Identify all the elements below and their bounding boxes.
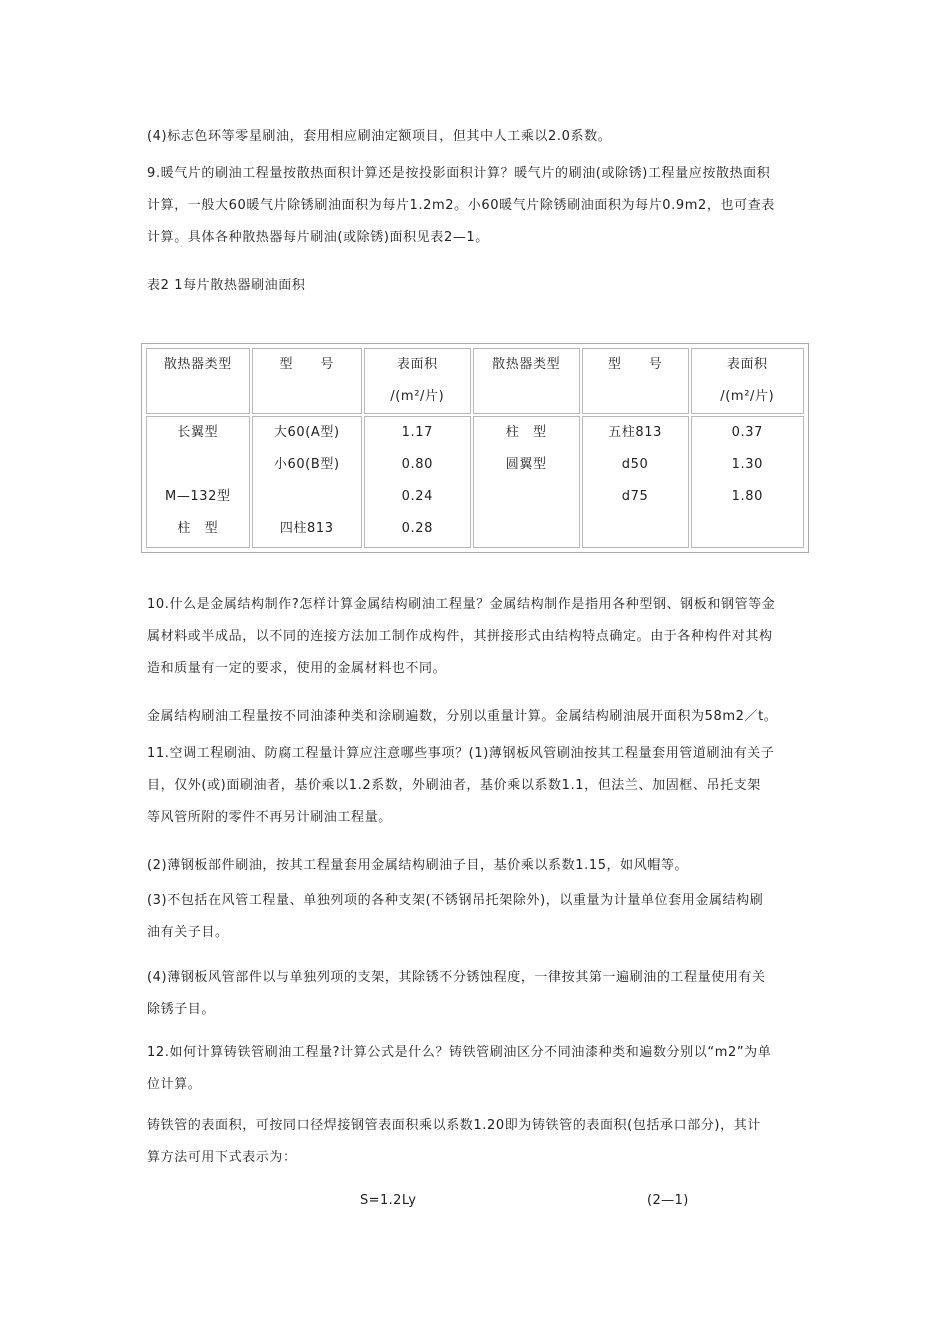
column-surface-area-2 xyxy=(691,416,804,548)
header-radiator-type: 散热器类型 xyxy=(146,348,250,414)
table-cell xyxy=(692,513,803,545)
table-cell: 1.17 xyxy=(401,425,433,440)
column-radiator-type-2 xyxy=(473,416,580,548)
table-cell: 大60(A型) xyxy=(273,425,340,440)
table-cell: 柱 型 xyxy=(505,425,547,440)
text-line: 11.空调工程刷油、防腐工程量计算应注意哪些事项？(1)薄钢板风管刷油按其工程量套用管道刷油有关子 xyxy=(147,746,775,761)
text-line: 12.如何计算铸铁管刷油工程量?计算公式是什么？铸铁管刷油区分不同油漆种类和遍数分别以“m2”为单 xyxy=(147,1045,772,1060)
text-line: 算方法可用下式表示为： xyxy=(147,1150,297,1165)
table-cell: d75 xyxy=(621,489,649,504)
table-cell: 1.80 xyxy=(731,489,763,504)
table-cell: 0.28 xyxy=(401,521,433,536)
table-body-row xyxy=(146,416,804,548)
formula-expression: S=1.2Ly xyxy=(360,1193,417,1208)
table-cell xyxy=(147,449,249,481)
table-cell xyxy=(474,513,579,545)
paragraph-item-4b xyxy=(147,962,807,1026)
table-cell xyxy=(253,481,361,513)
text-line: (2)薄钢板部件刷油，按其工程量套用金属结构刷油子目，基价乘以系数1.15，如风帽等。 xyxy=(147,858,689,873)
paragraph-metal-structure xyxy=(147,701,807,733)
table-cell: 圆翼型 xyxy=(505,457,547,472)
paragraph-item-2 xyxy=(147,850,807,882)
table-cell: 五柱813 xyxy=(608,425,662,440)
table-cell: 小60(B型) xyxy=(273,457,340,472)
text-line: 等风管所附的零件不再另计刷油工程量。 xyxy=(147,810,392,825)
table-cell: d50 xyxy=(621,457,649,472)
text-line: 金属结构刷油工程量按不同油漆种类和涂刷遍数，分别以重量计算。金属结构刷油展开面积为58m2／t。 xyxy=(147,709,778,724)
table-cell: 0.37 xyxy=(731,425,763,440)
paragraph-question-9 xyxy=(147,158,807,254)
paragraph-question-10 xyxy=(147,589,807,685)
paragraph-question-11 xyxy=(147,738,807,834)
table-cell: 0.80 xyxy=(401,457,433,472)
table-cell: M—132型 xyxy=(165,489,231,504)
text-line: 油有关子目。 xyxy=(147,925,229,940)
formula-number: (2—1) xyxy=(647,1193,689,1208)
table-cell: 1.30 xyxy=(731,457,763,472)
table-cell: 柱 型 xyxy=(177,521,219,536)
table-header-row xyxy=(146,348,804,414)
table-cell: 0.24 xyxy=(401,489,433,504)
text-line: 造和质量有一定的要求，使用的金属材料也不同。 xyxy=(147,661,447,676)
header-surface-area-2: 表面积 /(m²/片) xyxy=(691,348,804,414)
text-line: 10.什么是金属结构制作?怎样计算金属结构刷油工程量？金属结构制作是指用各种型钢、钢板和钢管等金 xyxy=(147,597,776,612)
text-line: (4)薄钢板风管部件以与单独列项的支架，其除锈不分锈蚀程度，一律按其第一遍刷油的工程量使用有关 xyxy=(147,970,766,985)
text-line: 计算。具体各种散热器每片刷油(或除锈)面积见表2—1。 xyxy=(147,230,489,245)
column-model-2 xyxy=(582,416,689,548)
table-caption xyxy=(147,270,807,302)
column-radiator-type xyxy=(146,416,250,548)
table-cell xyxy=(583,513,688,545)
header-model-2: 型 号 xyxy=(582,348,689,414)
text-line: 属材料或半成品，以不同的连接方法加工制作成构件，其拼接形式由结构特点确定。由于各种构件对其构 xyxy=(147,629,773,644)
table-cell: 长翼型 xyxy=(177,425,219,440)
header-radiator-type-2: 散热器类型 xyxy=(473,348,580,414)
text-line: 9.暖气片的刷油工程量按散热面积计算还是按投影面积计算？暖气片的刷油(或除锈)工程量应按散热面积 xyxy=(147,166,771,181)
column-model xyxy=(252,416,362,548)
text-line: 计算，一般大60暖气片除锈刷油面积为每片1.2m2。小60暖气片除锈刷油面积为每片0.9m2，也可查表 xyxy=(147,198,775,213)
table-cell: 四柱813 xyxy=(279,521,334,536)
text-line: 除锈子目。 xyxy=(147,1002,216,1017)
table-cell xyxy=(474,481,579,513)
paragraph-item-4 xyxy=(147,121,807,153)
column-surface-area xyxy=(364,416,471,548)
paragraph-item-3 xyxy=(147,885,807,949)
text-line: 目，仅外(或)面刷油者，基价乘以1.2系数，外刷油者，基价乘以系数1.1，但法兰、加固框、吊托支架 xyxy=(147,778,761,793)
text-line: 表2 1每片散热器刷油面积 xyxy=(147,278,306,293)
text-line: (3)不包括在风管工程量、单独列项的各种支架(不锈钢吊托架除外)，以重量为计量单位套用金属结构刷 xyxy=(147,893,764,908)
text-line: 铸铁管的表面积，可按同口径焊接钢管表面积乘以系数1.20即为铸铁管的表面积(包括承口部分)，其计 xyxy=(147,1118,761,1133)
text-line: 位计算。 xyxy=(147,1077,202,1092)
header-surface-area: 表面积 /(m²/片) xyxy=(364,348,471,414)
paragraph-question-12 xyxy=(147,1037,807,1101)
paragraph-cast-iron xyxy=(147,1110,807,1174)
text-line: (4)标志色环等零星刷油，套用相应刷油定额项目，但其中人工乘以2.0系数。 xyxy=(147,129,612,144)
header-model: 型 号 xyxy=(252,348,362,414)
radiator-area-table xyxy=(141,343,809,553)
